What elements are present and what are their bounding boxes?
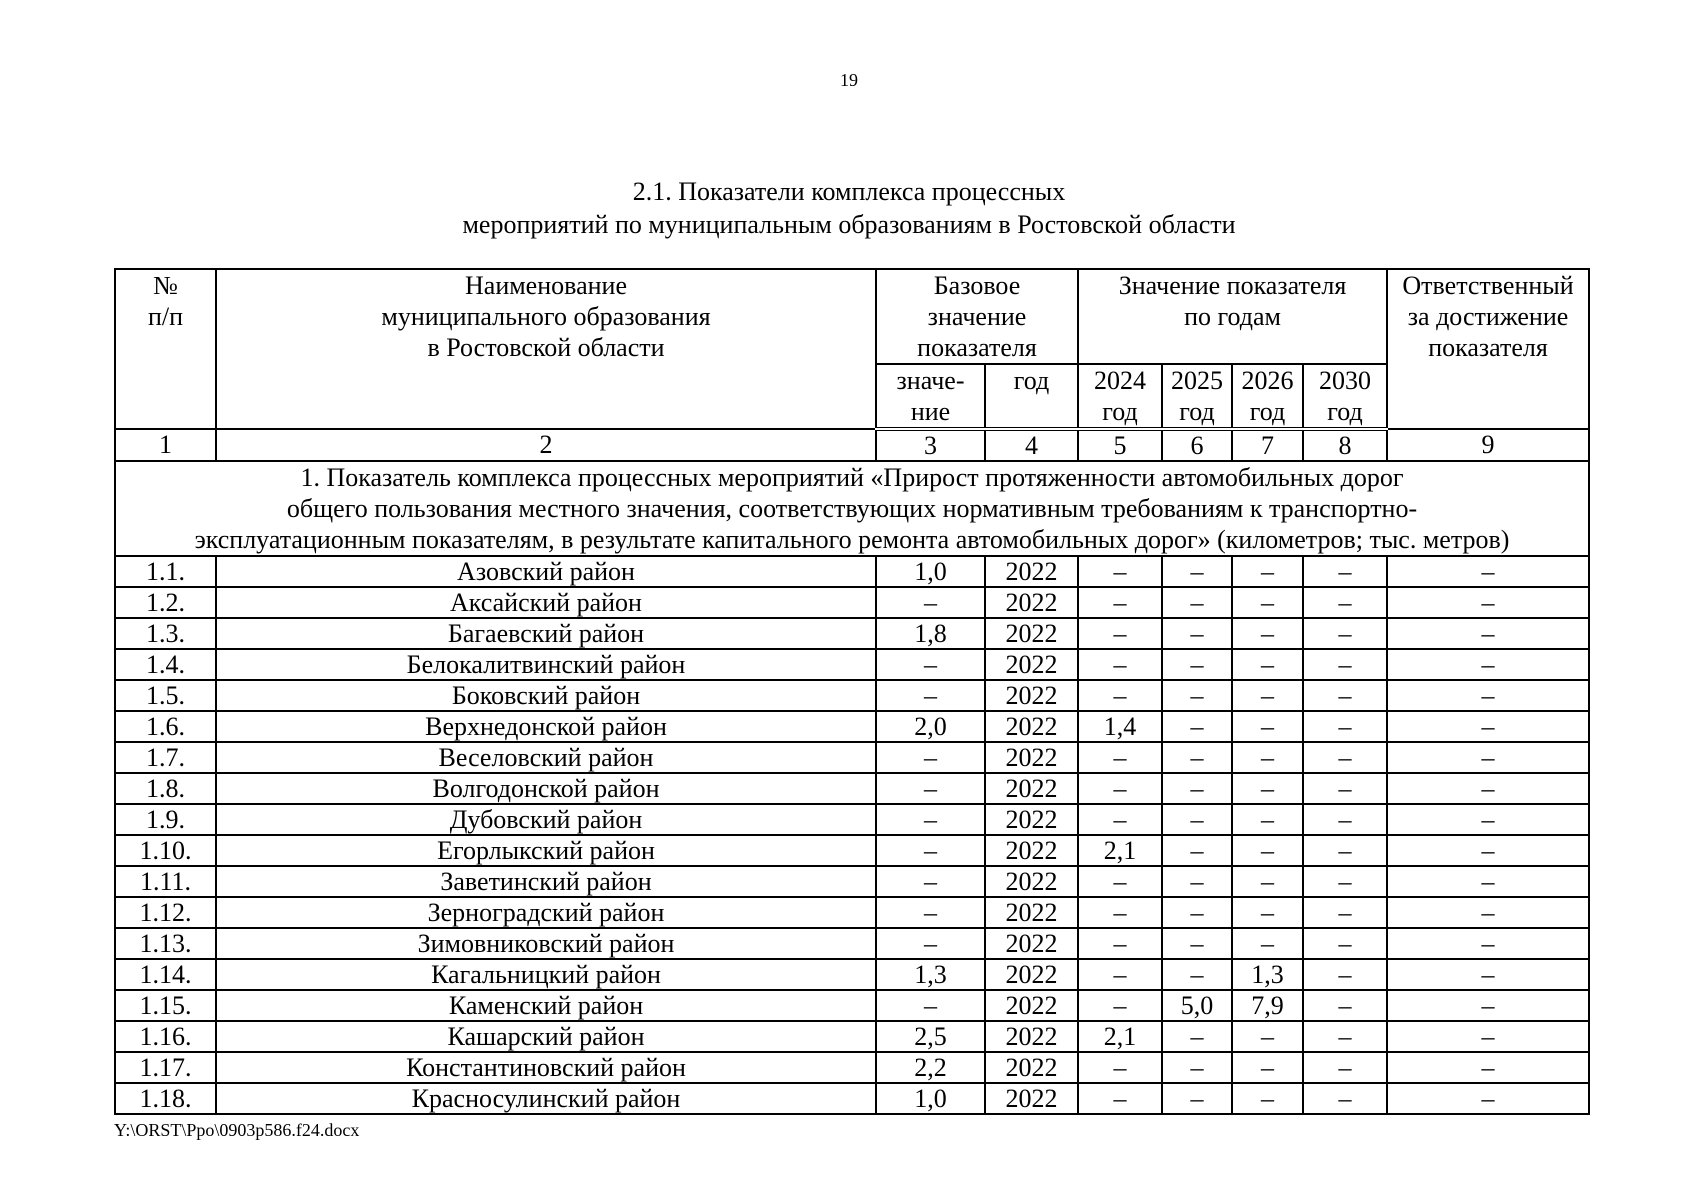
municipality-name: Аксайский район: [216, 587, 876, 618]
value-2026: –: [1232, 773, 1303, 804]
value-2024: –: [1078, 928, 1162, 959]
table-row: [115, 556, 1589, 587]
base-value: 1,8: [876, 618, 985, 649]
value-2025: –: [1162, 804, 1232, 835]
value-2024: –: [1078, 1052, 1162, 1083]
base-value: 1,0: [876, 556, 985, 587]
table-row: [115, 835, 1589, 866]
responsible-value: –: [1387, 649, 1589, 680]
header-base-value-line-1: значе-: [896, 366, 965, 395]
header-2025-number: 2025: [1171, 366, 1224, 395]
base-value: –: [876, 866, 985, 897]
table-row: [115, 618, 1589, 649]
municipality-name: Егорлыкский район: [216, 835, 876, 866]
base-year: 2022: [985, 587, 1078, 618]
row-number: 1.8.: [115, 773, 216, 804]
column-number: 2: [216, 429, 876, 461]
responsible-value: –: [1387, 680, 1589, 711]
value-2030: –: [1303, 587, 1387, 618]
column-number: 3: [876, 429, 985, 461]
municipality-name: Зимовниковский район: [216, 928, 876, 959]
table-row: [115, 711, 1589, 742]
table-row: [115, 1083, 1589, 1114]
responsible-value: –: [1387, 804, 1589, 835]
responsible-value: –: [1387, 711, 1589, 742]
indicators-table: [114, 268, 1590, 1115]
table-row: [115, 680, 1589, 711]
column-number: 9: [1387, 429, 1589, 461]
row-number: 1.5.: [115, 680, 216, 711]
table-row: [115, 866, 1589, 897]
table-row: [115, 990, 1589, 1021]
value-2030: –: [1303, 711, 1387, 742]
header-municipality-name: [216, 269, 876, 429]
row-number: 1.2.: [115, 587, 216, 618]
responsible-value: –: [1387, 556, 1589, 587]
value-2025: –: [1162, 866, 1232, 897]
value-2025: –: [1162, 1021, 1232, 1052]
value-2026: –: [1232, 1083, 1303, 1114]
section-heading: [115, 461, 1589, 556]
base-value: –: [876, 835, 985, 866]
value-2024: –: [1078, 587, 1162, 618]
value-2025: –: [1162, 928, 1232, 959]
column-number: 5: [1078, 429, 1162, 461]
section-heading-row: [115, 461, 1589, 556]
responsible-value: –: [1387, 618, 1589, 649]
header-number: [115, 269, 216, 429]
municipality-name: Боковский район: [216, 680, 876, 711]
table-row: [115, 1021, 1589, 1052]
header-2030-number: 2030: [1319, 366, 1372, 395]
header-base-line-2: значение: [927, 302, 1027, 331]
value-2025: –: [1162, 711, 1232, 742]
base-year: 2022: [985, 1052, 1078, 1083]
value-2026: –: [1232, 804, 1303, 835]
value-2024: –: [1078, 866, 1162, 897]
base-year: 2022: [985, 711, 1078, 742]
header-name-line-2: муниципального образования: [381, 302, 711, 331]
municipality-name: Каменский район: [216, 990, 876, 1021]
value-2024: –: [1078, 618, 1162, 649]
responsible-value: –: [1387, 773, 1589, 804]
header-2030-word: год: [1327, 397, 1363, 426]
row-number: 1.3.: [115, 618, 216, 649]
value-2030: –: [1303, 866, 1387, 897]
value-2025: –: [1162, 1083, 1232, 1114]
table-row: [115, 928, 1589, 959]
value-2026: 1,3: [1232, 959, 1303, 990]
base-year: 2022: [985, 959, 1078, 990]
value-2030: –: [1303, 618, 1387, 649]
base-value: –: [876, 649, 985, 680]
value-2030: –: [1303, 990, 1387, 1021]
table-row: [115, 742, 1589, 773]
value-2025: –: [1162, 773, 1232, 804]
header-base-value-line-2: ние: [910, 397, 951, 426]
row-number: 1.18.: [115, 1083, 216, 1114]
value-2030: –: [1303, 742, 1387, 773]
value-2030: –: [1303, 897, 1387, 928]
header-name-line-3: в Ростовской области: [427, 333, 665, 362]
responsible-value: –: [1387, 866, 1589, 897]
base-year: 2022: [985, 742, 1078, 773]
value-2024: –: [1078, 649, 1162, 680]
section-heading-line-3: эксплуатационным показателям, в результате капитального ремонта автомобильных дорог» (километров; тыс. метров): [194, 525, 1510, 554]
page-number: 19: [840, 70, 858, 90]
value-2026: –: [1232, 556, 1303, 587]
value-2025: –: [1162, 587, 1232, 618]
header-number-line-2: п/п: [147, 302, 184, 331]
header-year-2025: [1162, 364, 1232, 429]
value-2025: –: [1162, 897, 1232, 928]
base-year: 2022: [985, 804, 1078, 835]
header-2026-number: 2026: [1241, 366, 1294, 395]
header-year-2024: [1078, 364, 1162, 429]
value-2030: –: [1303, 773, 1387, 804]
table-row: [115, 897, 1589, 928]
row-number: 1.10.: [115, 835, 216, 866]
section-heading-line-2: общего пользования местного значения, соответствующих нормативным требованиям к транспортно-: [286, 494, 1418, 523]
value-2030: –: [1303, 804, 1387, 835]
municipality-name: Красносулинский район: [216, 1083, 876, 1114]
base-year: 2022: [985, 556, 1078, 587]
municipality-name: Азовский район: [216, 556, 876, 587]
table-row: [115, 649, 1589, 680]
base-year: 2022: [985, 618, 1078, 649]
value-2026: –: [1232, 866, 1303, 897]
value-2026: –: [1232, 587, 1303, 618]
value-2024: –: [1078, 556, 1162, 587]
column-numbers-row: [115, 429, 1589, 461]
header-name-line-1: Наименование: [465, 271, 627, 300]
value-2025: –: [1162, 680, 1232, 711]
header-values-by-year: [1078, 269, 1387, 364]
table-row: [115, 959, 1589, 990]
column-number: 7: [1232, 429, 1303, 461]
value-2024: –: [1078, 959, 1162, 990]
base-value: –: [876, 804, 985, 835]
value-2030: –: [1303, 928, 1387, 959]
value-2026: –: [1232, 711, 1303, 742]
base-year: 2022: [985, 680, 1078, 711]
value-2026: –: [1232, 897, 1303, 928]
value-2025: –: [1162, 835, 1232, 866]
responsible-value: –: [1387, 1021, 1589, 1052]
header-number-line-1: №: [153, 271, 178, 300]
row-number: 1.15.: [115, 990, 216, 1021]
municipality-name: Зерноградский район: [216, 897, 876, 928]
responsible-value: –: [1387, 959, 1589, 990]
column-number: 6: [1162, 429, 1232, 461]
section-heading-line-1: 1. Показатель комплекса процессных мероприятий «Прирост протяженности автомобильных дорог: [300, 463, 1404, 492]
base-value: 1,0: [876, 1083, 985, 1114]
value-2025: –: [1162, 618, 1232, 649]
header-year-2030: [1303, 364, 1387, 429]
row-number: 1.13.: [115, 928, 216, 959]
base-value: –: [876, 680, 985, 711]
header-years-line-1: Значение показателя: [1118, 271, 1347, 300]
base-value: –: [876, 742, 985, 773]
value-2024: –: [1078, 804, 1162, 835]
base-value: 1,3: [876, 959, 985, 990]
header-year-2026: [1232, 364, 1303, 429]
value-2025: –: [1162, 742, 1232, 773]
value-2026: –: [1232, 680, 1303, 711]
base-year: 2022: [985, 649, 1078, 680]
value-2024: –: [1078, 680, 1162, 711]
responsible-value: –: [1387, 587, 1589, 618]
header-2026-word: год: [1249, 397, 1286, 426]
municipality-name: Веселовский район: [216, 742, 876, 773]
responsible-value: –: [1387, 928, 1589, 959]
municipality-name: Заветинский район: [216, 866, 876, 897]
column-number: 8: [1303, 429, 1387, 461]
header-years-line-2: по годам: [1184, 302, 1281, 331]
header-2024-word: год: [1102, 397, 1138, 426]
value-2026: –: [1232, 742, 1303, 773]
responsible-value: –: [1387, 897, 1589, 928]
header-base-value-sub: [876, 364, 985, 429]
value-2024: 1,4: [1078, 711, 1162, 742]
value-2024: –: [1078, 742, 1162, 773]
value-2030: –: [1303, 1021, 1387, 1052]
table-row: [115, 773, 1589, 804]
column-number: 4: [985, 429, 1078, 461]
base-value: 2,5: [876, 1021, 985, 1052]
header-base-line-1: Базовое: [933, 271, 1021, 300]
municipality-name: Кашарский район: [216, 1021, 876, 1052]
base-year: 2022: [985, 897, 1078, 928]
header-2025-word: год: [1179, 397, 1215, 426]
municipality-name: Константиновский район: [216, 1052, 876, 1083]
responsible-value: –: [1387, 990, 1589, 1021]
header-resp-line-3: показателя: [1428, 333, 1548, 362]
base-year: 2022: [985, 1083, 1078, 1114]
header-base-line-3: показателя: [917, 333, 1037, 362]
value-2026: –: [1232, 649, 1303, 680]
header-base-year-sub: [985, 364, 1078, 429]
value-2024: –: [1078, 773, 1162, 804]
municipality-name: Верхнедонской район: [216, 711, 876, 742]
row-number: 1.9.: [115, 804, 216, 835]
value-2030: –: [1303, 680, 1387, 711]
column-number: 1: [115, 429, 216, 461]
base-year: 2022: [985, 1021, 1078, 1052]
responsible-value: –: [1387, 742, 1589, 773]
value-2026: –: [1232, 1052, 1303, 1083]
header-base-year-label: год: [1013, 366, 1050, 395]
value-2025: –: [1162, 959, 1232, 990]
title-line-1: 2.1. Показатели комплекса процессных: [632, 177, 1066, 206]
base-value: –: [876, 773, 985, 804]
file-path: Y:\ORST\Ppo\0903p586.f24.docx: [114, 1120, 360, 1140]
value-2025: 5,0: [1162, 990, 1232, 1021]
value-2025: –: [1162, 1052, 1232, 1083]
table-row: [115, 804, 1589, 835]
value-2030: –: [1303, 1052, 1387, 1083]
municipality-name: Белокалитвинский район: [216, 649, 876, 680]
row-number: 1.4.: [115, 649, 216, 680]
document-title: [0, 175, 1698, 241]
header-base-value: [876, 269, 1078, 364]
municipality-name: Багаевский район: [216, 618, 876, 649]
base-value: –: [876, 928, 985, 959]
municipality-name: Кагальницкий район: [216, 959, 876, 990]
table-row: [115, 587, 1589, 618]
row-number: 1.7.: [115, 742, 216, 773]
value-2030: –: [1303, 1083, 1387, 1114]
value-2030: –: [1303, 959, 1387, 990]
base-value: –: [876, 587, 985, 618]
row-number: 1.16.: [115, 1021, 216, 1052]
responsible-value: –: [1387, 1083, 1589, 1114]
value-2026: –: [1232, 928, 1303, 959]
row-number: 1.12.: [115, 897, 216, 928]
value-2026: –: [1232, 835, 1303, 866]
value-2024: 2,1: [1078, 1021, 1162, 1052]
value-2030: –: [1303, 649, 1387, 680]
municipality-name: Дубовский район: [216, 804, 876, 835]
municipality-name: Волгодонской район: [216, 773, 876, 804]
responsible-value: –: [1387, 835, 1589, 866]
table-row: [115, 1052, 1589, 1083]
value-2024: –: [1078, 1083, 1162, 1114]
row-number: 1.17.: [115, 1052, 216, 1083]
responsible-value: –: [1387, 1052, 1589, 1083]
base-value: –: [876, 897, 985, 928]
header-resp-line-2: за достижение: [1407, 302, 1569, 331]
value-2026: 7,9: [1232, 990, 1303, 1021]
value-2024: 2,1: [1078, 835, 1162, 866]
title-line-2: мероприятий по муниципальным образованиям в Ростовской области: [462, 210, 1236, 239]
row-number: 1.1.: [115, 556, 216, 587]
value-2025: –: [1162, 556, 1232, 587]
header-resp-line-1: Ответственный: [1402, 271, 1574, 300]
base-year: 2022: [985, 835, 1078, 866]
base-value: 2,0: [876, 711, 985, 742]
value-2024: –: [1078, 990, 1162, 1021]
value-2026: –: [1232, 618, 1303, 649]
value-2030: –: [1303, 556, 1387, 587]
row-number: 1.14.: [115, 959, 216, 990]
base-year: 2022: [985, 928, 1078, 959]
value-2025: –: [1162, 649, 1232, 680]
base-value: 2,2: [876, 1052, 985, 1083]
base-value: –: [876, 990, 985, 1021]
value-2026: –: [1232, 1021, 1303, 1052]
header-responsible: [1387, 269, 1589, 429]
value-2030: –: [1303, 835, 1387, 866]
header-2024-number: 2024: [1094, 366, 1147, 395]
base-year: 2022: [985, 866, 1078, 897]
row-number: 1.11.: [115, 866, 216, 897]
base-year: 2022: [985, 773, 1078, 804]
value-2024: –: [1078, 897, 1162, 928]
base-year: 2022: [985, 990, 1078, 1021]
row-number: 1.6.: [115, 711, 216, 742]
